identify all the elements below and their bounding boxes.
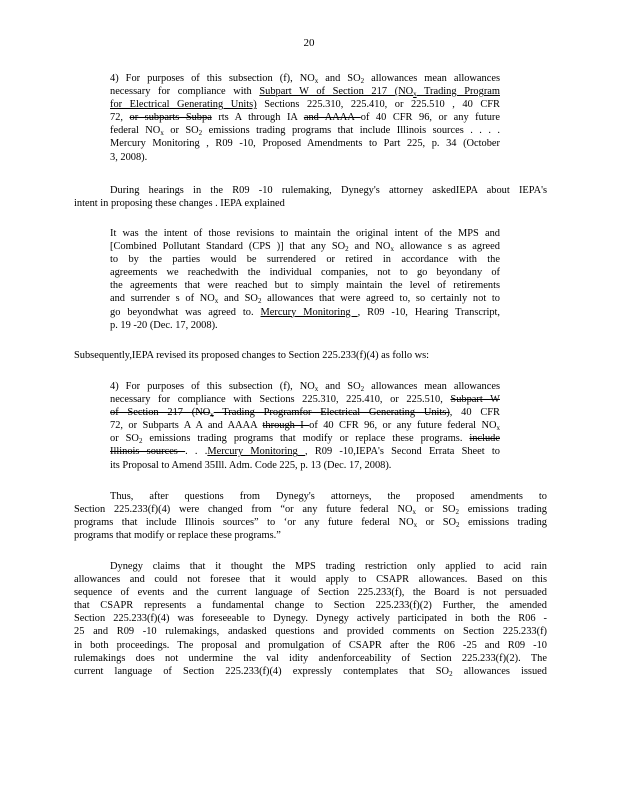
- text-line: Section 225.233(f)(4) was foreseeable to Dynegy. Dynegy actively participated in both the R06 -: [74, 613, 547, 625]
- body-paragraph: [74, 560, 547, 678]
- text-line: current language of Section 225.233(f)(4) expressly contemplates that $SO_2$ allowances issued: [74, 665, 547, 678]
- text-line: federal $NO_x$ or $SO_2$ emissions trading programs that include Illinois sources . . . .: [110, 125, 500, 138]
- text-line: necessary for compliance with Subpart W of Section 217 ($NO_x$ Trading Program: [110, 86, 500, 99]
- text-line: intent in proposing these changes . IEPA explained: [74, 198, 285, 210]
- text-line: Subsequently,IEPA revised its proposed changes to Section 225.233(f)(4) as follo ws:: [74, 350, 430, 361]
- text-line: sequence of events and the current language of Section 225.233(f), the Board is not persuaded: [74, 587, 547, 599]
- text-line: 72, or subparts Subpa rts A through IA and AAAA of 40 CFR 96, or any future: [110, 112, 500, 124]
- text-line: its Proposal to Amend 35Ill. Adm. Code 225, p. 13 (Dec. 17, 2008).: [110, 459, 392, 471]
- text-line: agreements we reachedwith the individual companies, not to go beyondany of: [110, 267, 500, 279]
- text-line: 4) For purposes of this subsection (f), $NO_x$ and $SO_2$ allowances mean allowances: [110, 381, 500, 393]
- page-number: 20: [303, 37, 315, 49]
- text-line: allowances and could not foresee that it would apply to CSAPR allowances. Based on this: [74, 574, 547, 586]
- text-line: programs that include Illinois sources” to ‘or any future federal $NO_x$ or $SO_2$ emissions trading: [74, 517, 547, 530]
- rule-excerpt-original: [110, 72, 500, 164]
- text-line: [Combined Pollutant Standard (CPS )] that any $SO_2$ and $NO_x$ allowance s as agreed: [110, 241, 500, 254]
- text-line: programs that modify or replace these programs.”: [74, 530, 281, 542]
- text-line: Thus, after questions from Dynegy's attorneys, the proposed amendments to: [110, 491, 547, 502]
- body-paragraph: [74, 184, 547, 210]
- text-line: It was the intent of those revisions to maintain the original intent of the MPS and: [110, 228, 500, 239]
- text-line: Dynegy claims that it thought the MPS trading restriction only applied to acid rain: [110, 561, 547, 572]
- text-line: Section 225.233(f)(4) were changed from “or any future federal $NO_x$ or $SO_2$ emissions trading: [74, 504, 547, 517]
- hearing-quote: [110, 227, 500, 332]
- text-line: Mercury Monitoring , R09 -10, Proposed Amendments to Part 225, p. 34 (October: [110, 138, 500, 150]
- text-line: During hearings in the R09 -10 rulemaking, Dynegy's attorney askedIEPA about IEPA's: [110, 185, 547, 196]
- text-line: in both proceedings. The proposal and promulgation of CSAPR after the R06 -25 and R09 -10: [74, 639, 547, 651]
- text-line: rulemakings does not undermine the val idity andenforceability of Section 225.233(f)(2). The: [74, 652, 547, 664]
- text-line: to by the parties would be surrendered or retired in accordance with the: [110, 254, 500, 266]
- text-line: 4) For purposes of this subsection (f), $NO_x$ and $SO_2$ allowances mean allowances: [110, 73, 500, 85]
- text-line: 3, 2008).: [110, 151, 148, 163]
- text-line: necessary for compliance with Sections 225.310, 225.410, or 225.510, Subpart W: [110, 394, 500, 406]
- body-paragraph: [74, 490, 547, 542]
- text-line: 72, or Subparts A A and AAAA through I of 40 CFR 96, or any future federal $NO_x$: [110, 420, 500, 433]
- text-line: and surrender s of $NO_x$ and $SO_2$ allowances that were agreed to, so certainly not to: [110, 293, 500, 306]
- rule-excerpt-revised: [110, 380, 500, 472]
- text-line: go beyondwhat was agreed to. Mercury Monitoring , R09 -10, Hearing Transcript,: [110, 306, 501, 318]
- text-line: p. 19 -20 (Dec. 17, 2008).: [110, 319, 218, 331]
- text-line: that CSAPR represents a fundamental change to Section 225.233(f)(2) Further, the amended: [74, 600, 547, 612]
- text-line: or $SO_2$ emissions trading programs that modify or replace these programs. include: [110, 433, 500, 446]
- text-line: of Section 217 ($NO_x$ Trading Programfor Electrical Generating Units), 40 CFR: [110, 407, 500, 420]
- text-line: the agreements that were reached but to simply maintain the level of retirements: [110, 280, 500, 292]
- text-line: Illinois sources . . .Mercury Monitoring , R09 -10,IEPA's Second Errata Sheet to: [110, 446, 500, 458]
- body-paragraph: [74, 349, 547, 362]
- text-line: for Electrical Generating Units) Sections 225.310, 225.410, or 225.510 , 40 CFR: [110, 99, 500, 111]
- text-line: 25 and R09 -10 rulemakings, andasked questions and provided comments on Section 225.233(f): [74, 626, 547, 638]
